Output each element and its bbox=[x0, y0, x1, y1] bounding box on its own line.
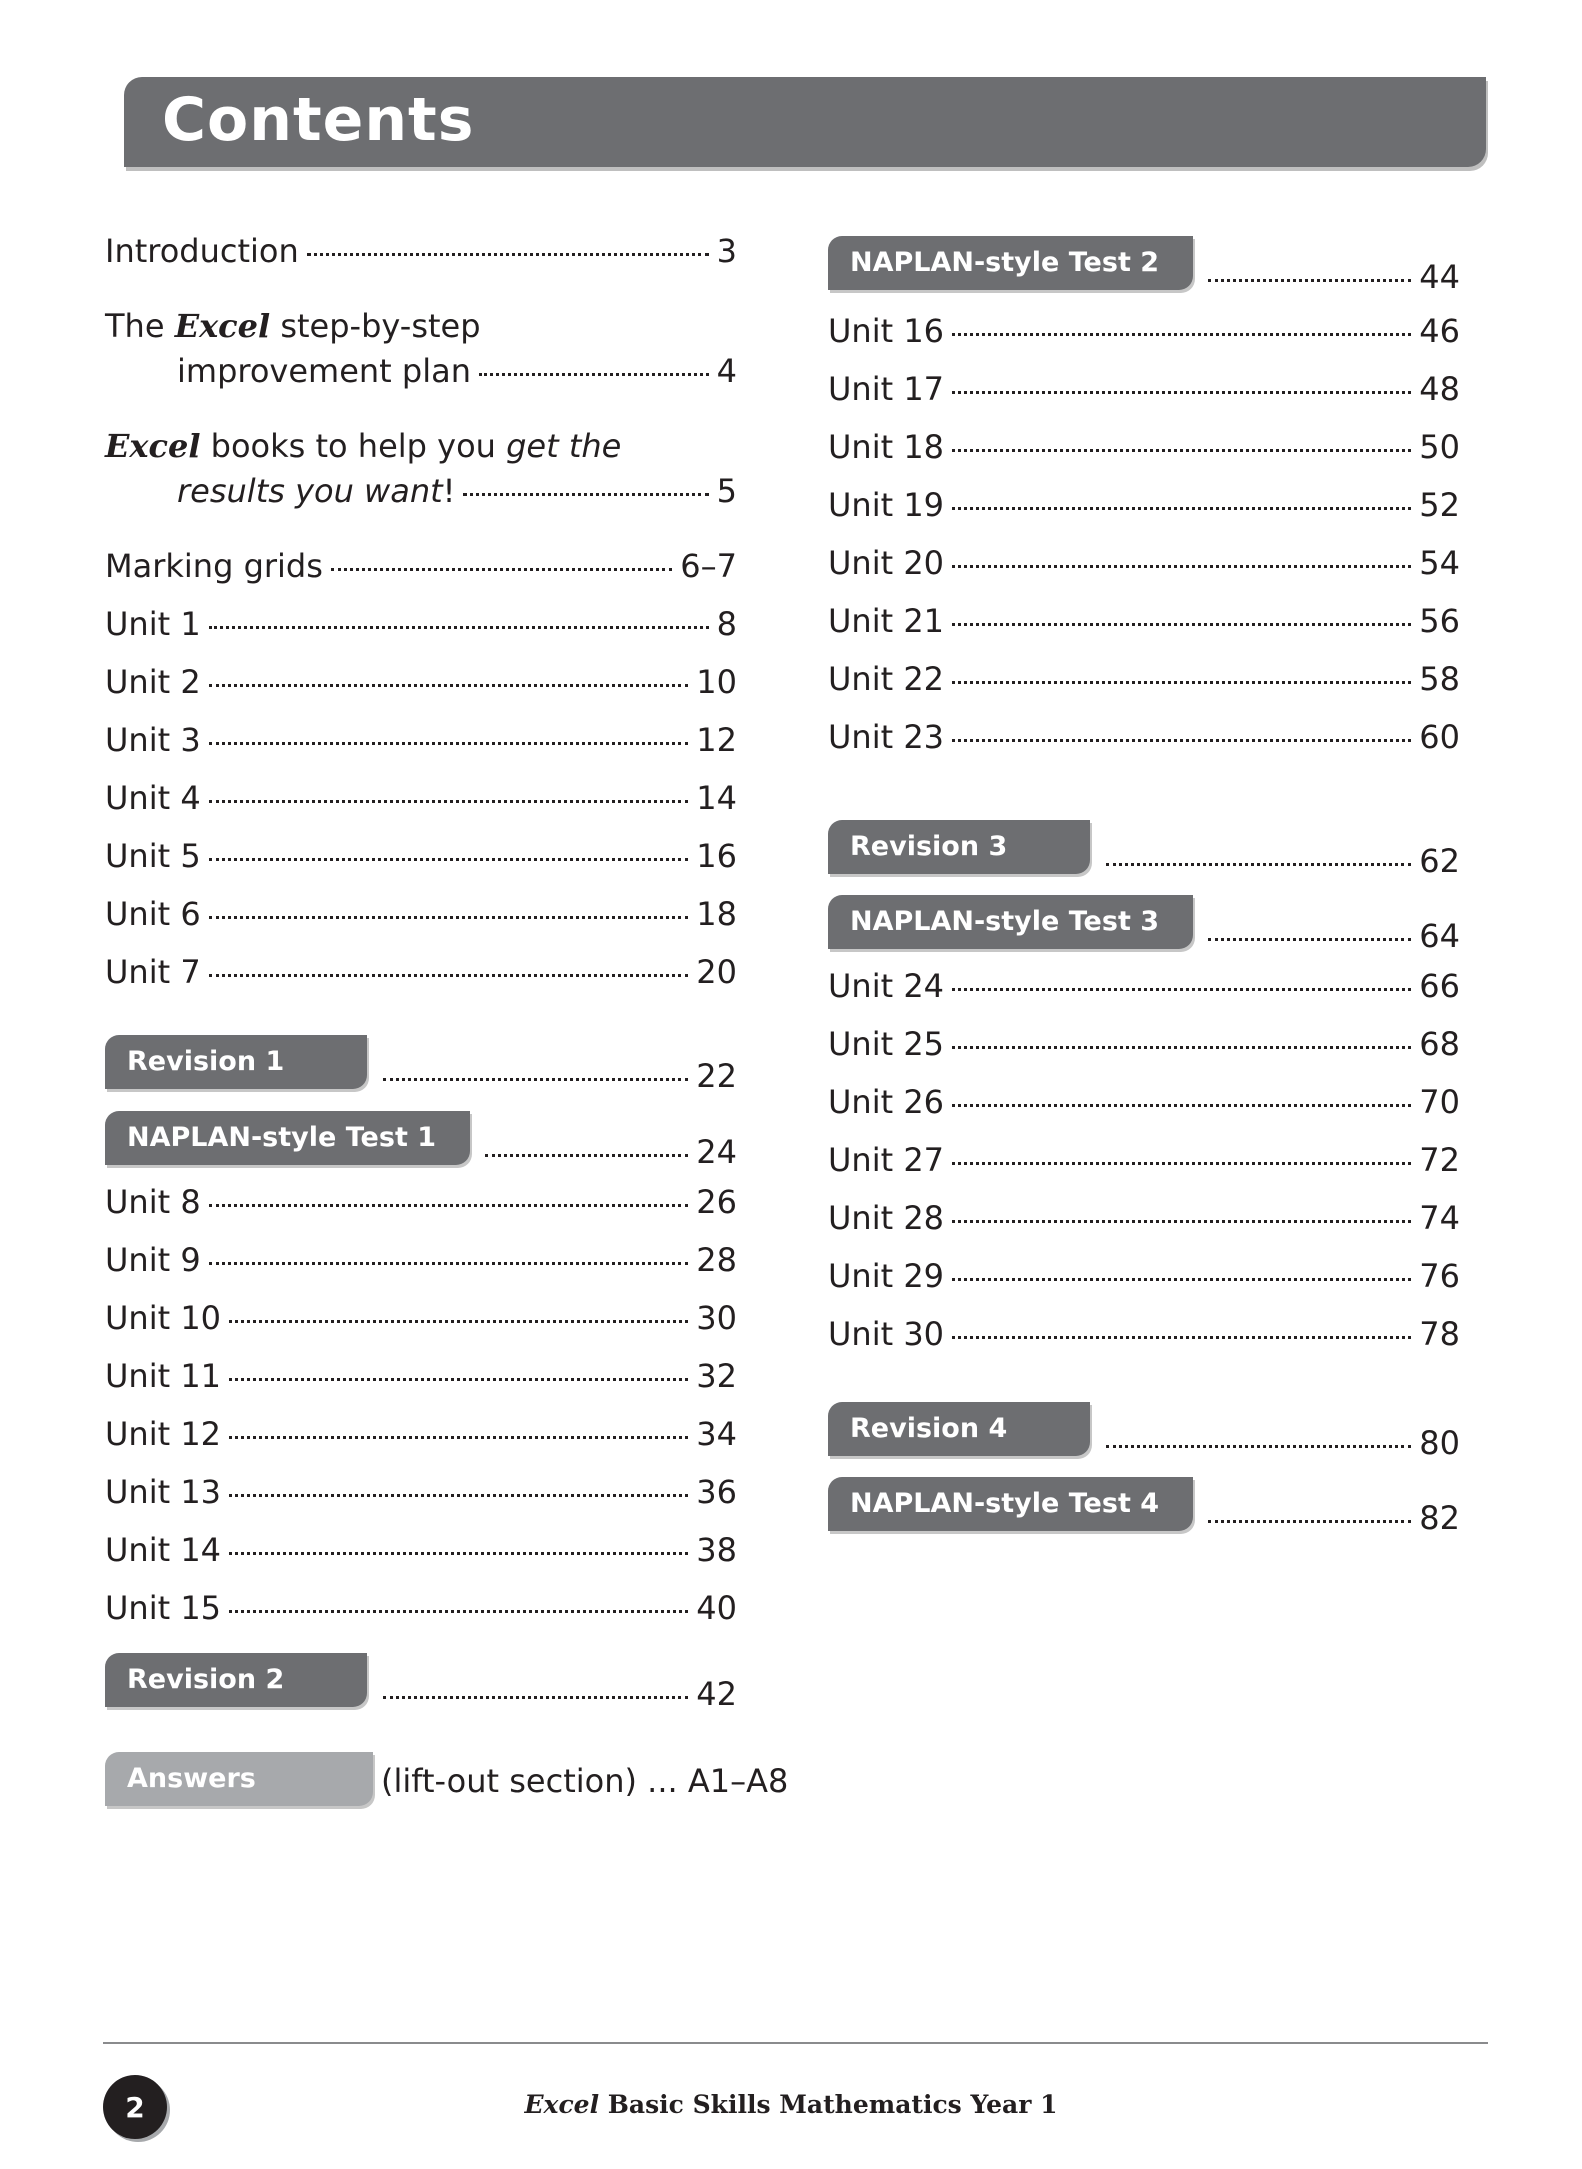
toc-entry-page: 40 bbox=[696, 1589, 737, 1627]
toc-entry-unit[interactable] bbox=[828, 718, 1460, 756]
toc-entry-page: 4 bbox=[716, 352, 737, 390]
toc-entry-label: Unit 25 bbox=[828, 1025, 945, 1063]
toc-entry-page: 80 bbox=[1419, 1424, 1460, 1462]
toc-entry-unit[interactable] bbox=[105, 895, 737, 933]
dot-leader bbox=[952, 333, 1411, 336]
dot-leader bbox=[1208, 938, 1411, 941]
toc-entry-unit[interactable] bbox=[105, 1241, 737, 1279]
excel-brand: Excel bbox=[105, 427, 201, 465]
excel-brand: Excel bbox=[174, 307, 271, 345]
dot-leader bbox=[952, 1162, 1411, 1165]
dot-leader bbox=[229, 1610, 688, 1613]
toc-entry-unit[interactable] bbox=[105, 1299, 737, 1337]
naplan-test-4-pill: NAPLAN-style Test 4 bbox=[828, 1477, 1193, 1531]
toc-entry-label: Unit 17 bbox=[828, 370, 945, 408]
toc-entry-books[interactable] bbox=[105, 472, 737, 510]
toc-entry-label: Unit 26 bbox=[828, 1083, 945, 1121]
toc-entry-introduction[interactable] bbox=[105, 232, 737, 270]
toc-entry-label: Unit 5 bbox=[105, 837, 201, 875]
toc-entry-revision-4[interactable] bbox=[828, 1402, 1460, 1462]
toc-entry-naplan-test-3[interactable] bbox=[828, 895, 1460, 955]
toc-entry-label: Unit 16 bbox=[828, 312, 945, 350]
toc-entry-page: 82 bbox=[1419, 1499, 1460, 1537]
toc-entry-label: Unit 1 bbox=[105, 605, 201, 643]
toc-entry-label: Unit 24 bbox=[828, 967, 945, 1005]
toc-entry-page: 68 bbox=[1419, 1025, 1460, 1063]
dot-leader bbox=[463, 493, 708, 496]
revision-2-pill: Revision 2 bbox=[105, 1653, 367, 1707]
toc-entry-label: Unit 7 bbox=[105, 953, 201, 991]
toc-entry-page: 6–7 bbox=[680, 547, 737, 585]
toc-entry-page: 46 bbox=[1419, 312, 1460, 350]
toc-entry-naplan-test-1[interactable] bbox=[105, 1111, 737, 1171]
toc-entry-marking-grids[interactable] bbox=[105, 547, 737, 585]
dot-leader bbox=[952, 739, 1411, 742]
toc-entry-page: 70 bbox=[1419, 1083, 1460, 1121]
dot-leader bbox=[952, 988, 1411, 991]
dot-leader bbox=[952, 1104, 1411, 1107]
dot-leader bbox=[1208, 1520, 1411, 1523]
toc-entry-label: Unit 19 bbox=[828, 486, 945, 524]
dot-leader bbox=[952, 391, 1411, 394]
dot-leader bbox=[229, 1378, 688, 1381]
toc-entry-label: Marking grids bbox=[105, 547, 323, 585]
toc-entry-page: 58 bbox=[1419, 660, 1460, 698]
toc-entry-answers[interactable] bbox=[105, 1752, 789, 1812]
toc-entry-unit[interactable] bbox=[828, 1083, 1460, 1121]
toc-entry-page: 30 bbox=[696, 1299, 737, 1337]
dot-leader bbox=[229, 1436, 688, 1439]
toc-entry-page: 62 bbox=[1419, 842, 1460, 880]
toc-entry-unit[interactable] bbox=[105, 1473, 737, 1511]
page-number-badge: 2 bbox=[103, 2075, 167, 2139]
toc-entry-books-line1: Excel books to help you get the bbox=[105, 427, 622, 465]
toc-entry-unit[interactable] bbox=[105, 1589, 737, 1627]
toc-entry-page: 50 bbox=[1419, 428, 1460, 466]
toc-entry-revision-2[interactable] bbox=[105, 1653, 737, 1713]
dot-leader bbox=[209, 916, 689, 919]
dot-leader bbox=[952, 449, 1411, 452]
toc-entry-label: Unit 9 bbox=[105, 1241, 201, 1279]
dot-leader bbox=[209, 858, 689, 861]
toc-entry-unit[interactable] bbox=[828, 1315, 1460, 1353]
dot-leader bbox=[209, 974, 689, 977]
toc-entry-unit[interactable] bbox=[105, 779, 737, 817]
toc-entry-label: Unit 6 bbox=[105, 895, 201, 933]
toc-entry-page: 32 bbox=[696, 1357, 737, 1395]
answers-pill: Answers bbox=[105, 1752, 373, 1806]
toc-entry-page: 20 bbox=[696, 953, 737, 991]
toc-entry-unit[interactable] bbox=[105, 837, 737, 875]
toc-entry-revision-1[interactable] bbox=[105, 1035, 737, 1095]
toc-entry-label: Unit 2 bbox=[105, 663, 201, 701]
toc-entry-unit[interactable] bbox=[105, 605, 737, 643]
toc-entry-label: Unit 28 bbox=[828, 1199, 945, 1237]
revision-1-pill: Revision 1 bbox=[105, 1035, 367, 1089]
toc-entry-page: 44 bbox=[1419, 258, 1460, 296]
toc-entry-unit[interactable] bbox=[105, 1357, 737, 1395]
dot-leader bbox=[952, 1278, 1411, 1281]
dot-leader bbox=[479, 373, 709, 376]
toc-entry-page: 56 bbox=[1419, 602, 1460, 640]
toc-entry-label: Unit 29 bbox=[828, 1257, 945, 1295]
toc-entry-page: 64 bbox=[1419, 917, 1460, 955]
dot-leader bbox=[952, 1220, 1411, 1223]
toc-entry-unit[interactable] bbox=[828, 486, 1460, 524]
dot-leader bbox=[331, 568, 672, 571]
toc-entry-page: 24 bbox=[696, 1133, 737, 1171]
toc-entry-page: 60 bbox=[1419, 718, 1460, 756]
toc-entry-unit[interactable] bbox=[828, 428, 1460, 466]
toc-entry-label: Unit 20 bbox=[828, 544, 945, 582]
toc-entry-label: improvement plan bbox=[177, 352, 471, 390]
toc-entry-label: Unit 4 bbox=[105, 779, 201, 817]
toc-entry-page: 78 bbox=[1419, 1315, 1460, 1353]
toc-entry-page: 12 bbox=[696, 721, 737, 759]
toc-entry-label: Unit 18 bbox=[828, 428, 945, 466]
toc-entry-page: 10 bbox=[696, 663, 737, 701]
dot-leader bbox=[1208, 279, 1411, 282]
dot-leader bbox=[952, 1046, 1411, 1049]
toc-entry-label: Unit 13 bbox=[105, 1473, 222, 1511]
toc-entry-label: Unit 21 bbox=[828, 602, 945, 640]
dot-leader bbox=[383, 1696, 688, 1699]
dot-leader bbox=[952, 681, 1411, 684]
dot-leader bbox=[952, 507, 1411, 510]
toc-entry-label: Unit 23 bbox=[828, 718, 945, 756]
toc-entry-unit[interactable] bbox=[828, 602, 1460, 640]
dot-leader bbox=[209, 684, 689, 687]
toc-entry-unit[interactable] bbox=[105, 1531, 737, 1569]
toc-entry-unit[interactable] bbox=[105, 953, 737, 991]
naplan-test-3-pill: NAPLAN-style Test 3 bbox=[828, 895, 1193, 949]
toc-entry-label: Introduction bbox=[105, 232, 299, 270]
toc-entry-page: 38 bbox=[696, 1531, 737, 1569]
toc-entry-unit[interactable] bbox=[828, 660, 1460, 698]
dot-leader bbox=[952, 623, 1411, 626]
dot-leader bbox=[209, 626, 709, 629]
toc-entry-page: 5 bbox=[716, 472, 737, 510]
toc-entry-unit[interactable] bbox=[105, 721, 737, 759]
toc-entry-unit[interactable] bbox=[828, 1199, 1460, 1237]
dot-leader bbox=[952, 1336, 1411, 1339]
toc-entry-label: Unit 15 bbox=[105, 1589, 222, 1627]
toc-entry-page: 22 bbox=[696, 1057, 737, 1095]
footer-book-title: Excel Basic Skills Mathematics Year 1 bbox=[524, 2090, 1058, 2119]
toc-entry-page: 42 bbox=[696, 1675, 737, 1713]
toc-entry-stepplan[interactable] bbox=[105, 352, 737, 390]
page-title: Contents bbox=[162, 85, 475, 155]
dot-leader bbox=[209, 1204, 689, 1207]
toc-entry-unit[interactable] bbox=[828, 1257, 1460, 1295]
revision-3-pill: Revision 3 bbox=[828, 820, 1090, 874]
toc-entry-page: 3 bbox=[716, 232, 737, 270]
dot-leader bbox=[383, 1078, 688, 1081]
toc-entry-unit[interactable] bbox=[828, 967, 1460, 1005]
toc-entry-stepplan-line1: The Excel step-by-step bbox=[105, 307, 481, 345]
toc-entry-page: 26 bbox=[696, 1183, 737, 1221]
dot-leader bbox=[307, 253, 709, 256]
toc-entry-naplan-test-4[interactable] bbox=[828, 1477, 1460, 1537]
toc-entry-page: 36 bbox=[696, 1473, 737, 1511]
toc-entry-page: 18 bbox=[696, 895, 737, 933]
toc-entry-page: 16 bbox=[696, 837, 737, 875]
dot-leader bbox=[209, 1262, 689, 1265]
toc-entry-page: 74 bbox=[1419, 1199, 1460, 1237]
naplan-test-1-pill: NAPLAN-style Test 1 bbox=[105, 1111, 470, 1165]
toc-entry-unit[interactable] bbox=[828, 1025, 1460, 1063]
toc-entry-unit[interactable] bbox=[828, 312, 1460, 350]
toc-entry-page: 66 bbox=[1419, 967, 1460, 1005]
toc-entry-page: 48 bbox=[1419, 370, 1460, 408]
toc-entry-unit[interactable] bbox=[105, 663, 737, 701]
toc-entry-label: Unit 27 bbox=[828, 1141, 945, 1179]
footer-divider bbox=[103, 2042, 1488, 2044]
toc-entry-label: Unit 10 bbox=[105, 1299, 222, 1337]
toc-entry-page: 72 bbox=[1419, 1141, 1460, 1179]
dot-leader bbox=[229, 1494, 688, 1497]
toc-entry-page: 34 bbox=[696, 1415, 737, 1453]
dot-leader bbox=[229, 1320, 688, 1323]
toc-entry-page: 54 bbox=[1419, 544, 1460, 582]
excel-brand: Excel bbox=[524, 2090, 600, 2119]
toc-entry-unit[interactable] bbox=[828, 370, 1460, 408]
dot-leader bbox=[1106, 1445, 1411, 1448]
toc-entry-unit[interactable] bbox=[828, 544, 1460, 582]
toc-entry-page: 28 bbox=[696, 1241, 737, 1279]
toc-entry-page: 8 bbox=[716, 605, 737, 643]
toc-entry-label: Unit 30 bbox=[828, 1315, 945, 1353]
toc-entry-unit[interactable] bbox=[105, 1415, 737, 1453]
toc-entry-unit[interactable] bbox=[828, 1141, 1460, 1179]
toc-entry-page: 52 bbox=[1419, 486, 1460, 524]
toc-entry-revision-3[interactable] bbox=[828, 820, 1460, 880]
dot-leader bbox=[485, 1154, 688, 1157]
toc-entry-label: Unit 8 bbox=[105, 1183, 201, 1221]
toc-entry-naplan-test-2[interactable] bbox=[828, 236, 1460, 296]
dot-leader bbox=[1106, 863, 1411, 866]
dot-leader bbox=[209, 742, 689, 745]
naplan-test-2-pill: NAPLAN-style Test 2 bbox=[828, 236, 1193, 290]
toc-entry-label: Unit 11 bbox=[105, 1357, 222, 1395]
dot-leader bbox=[229, 1552, 688, 1555]
revision-4-pill: Revision 4 bbox=[828, 1402, 1090, 1456]
toc-entry-label: Unit 3 bbox=[105, 721, 201, 759]
toc-entry-page: 76 bbox=[1419, 1257, 1460, 1295]
toc-entry-label: Unit 12 bbox=[105, 1415, 222, 1453]
title-banner bbox=[124, 77, 1486, 167]
toc-entry-page: 14 bbox=[696, 779, 737, 817]
toc-entry-unit[interactable] bbox=[105, 1183, 737, 1221]
answers-note: (lift-out section) ... A1–A8 bbox=[381, 1762, 789, 1800]
dot-leader bbox=[209, 800, 689, 803]
toc-entry-label: Unit 22 bbox=[828, 660, 945, 698]
toc-entry-label: results you want! bbox=[177, 472, 456, 510]
dot-leader bbox=[952, 565, 1411, 568]
toc-entry-label: Unit 14 bbox=[105, 1531, 222, 1569]
